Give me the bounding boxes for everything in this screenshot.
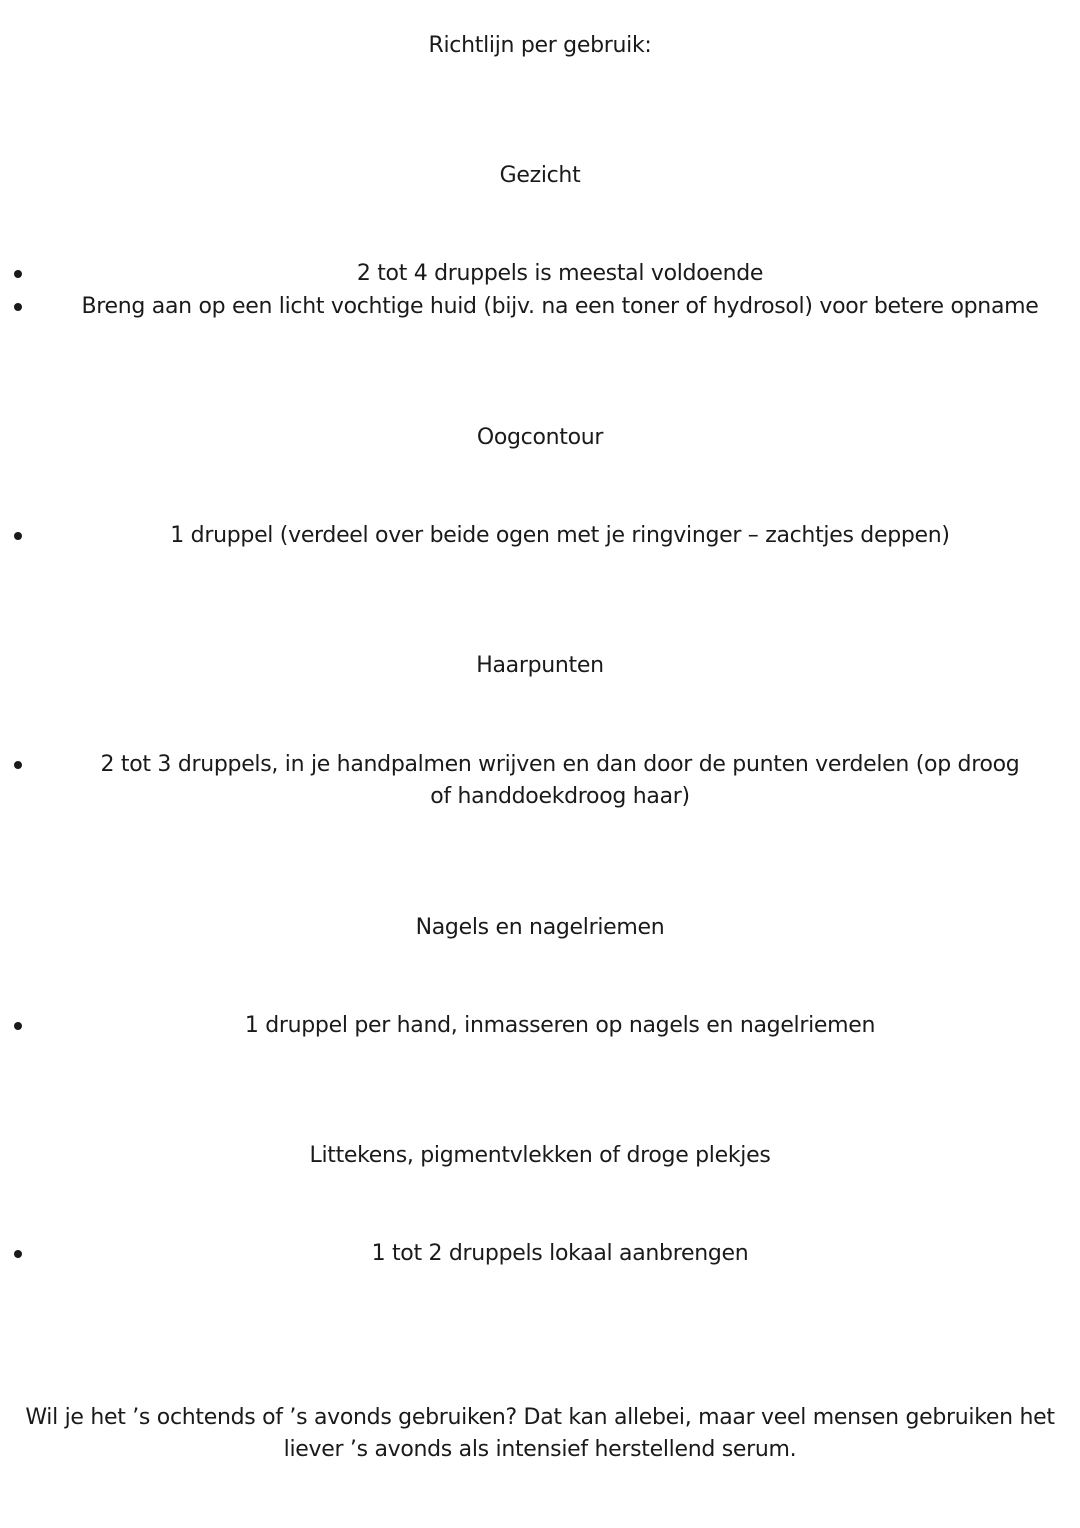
bullet-icon (14, 761, 22, 769)
list-item-text: 1 tot 2 druppels lokaal aanbrengen (371, 1241, 749, 1266)
section-heading-haarpunten: Haarpunten (476, 653, 604, 678)
intro-heading: Richtlijn per gebruik: (428, 33, 652, 58)
section-heading-oogcontour: Oogcontour (476, 425, 604, 450)
bullet-icon (14, 532, 22, 540)
section-heading-gezicht: Gezicht (499, 163, 581, 188)
bullet-icon (14, 1250, 22, 1258)
bullet-icon (14, 303, 22, 311)
closing-paragraph: Wil je het ’s ochtends of ’s avonds gebruiken? Dat kan allebei, maar veel mensen gebruiken het liever ’s avonds als intensief herstellend serum. (25, 1405, 1055, 1462)
bullet-icon (14, 1022, 22, 1030)
bullet-icon (14, 270, 22, 278)
list-item-text: 2 tot 4 druppels is meestal voldoende (356, 261, 764, 286)
list-item-text: 1 druppel per hand, inmasseren op nagels en nagelriemen (244, 1013, 876, 1038)
list-item-text: 1 druppel (verdeel over beide ogen met je ringvinger – zachtjes deppen) (170, 523, 950, 548)
section-heading-nagels: Nagels en nagelriemen (415, 915, 665, 940)
section-heading-littekens: Littekens, pigmentvlekken of droge plekjes (309, 1143, 771, 1168)
list-item-text: Breng aan op een licht vochtige huid (bijv. na een toner of hydrosol) voor betere opname (81, 294, 1039, 319)
list-item-text: 2 tot 3 druppels, in je handpalmen wrijven en dan door de punten verdelen (op droog of handdoekdroog haar) (100, 752, 1020, 809)
